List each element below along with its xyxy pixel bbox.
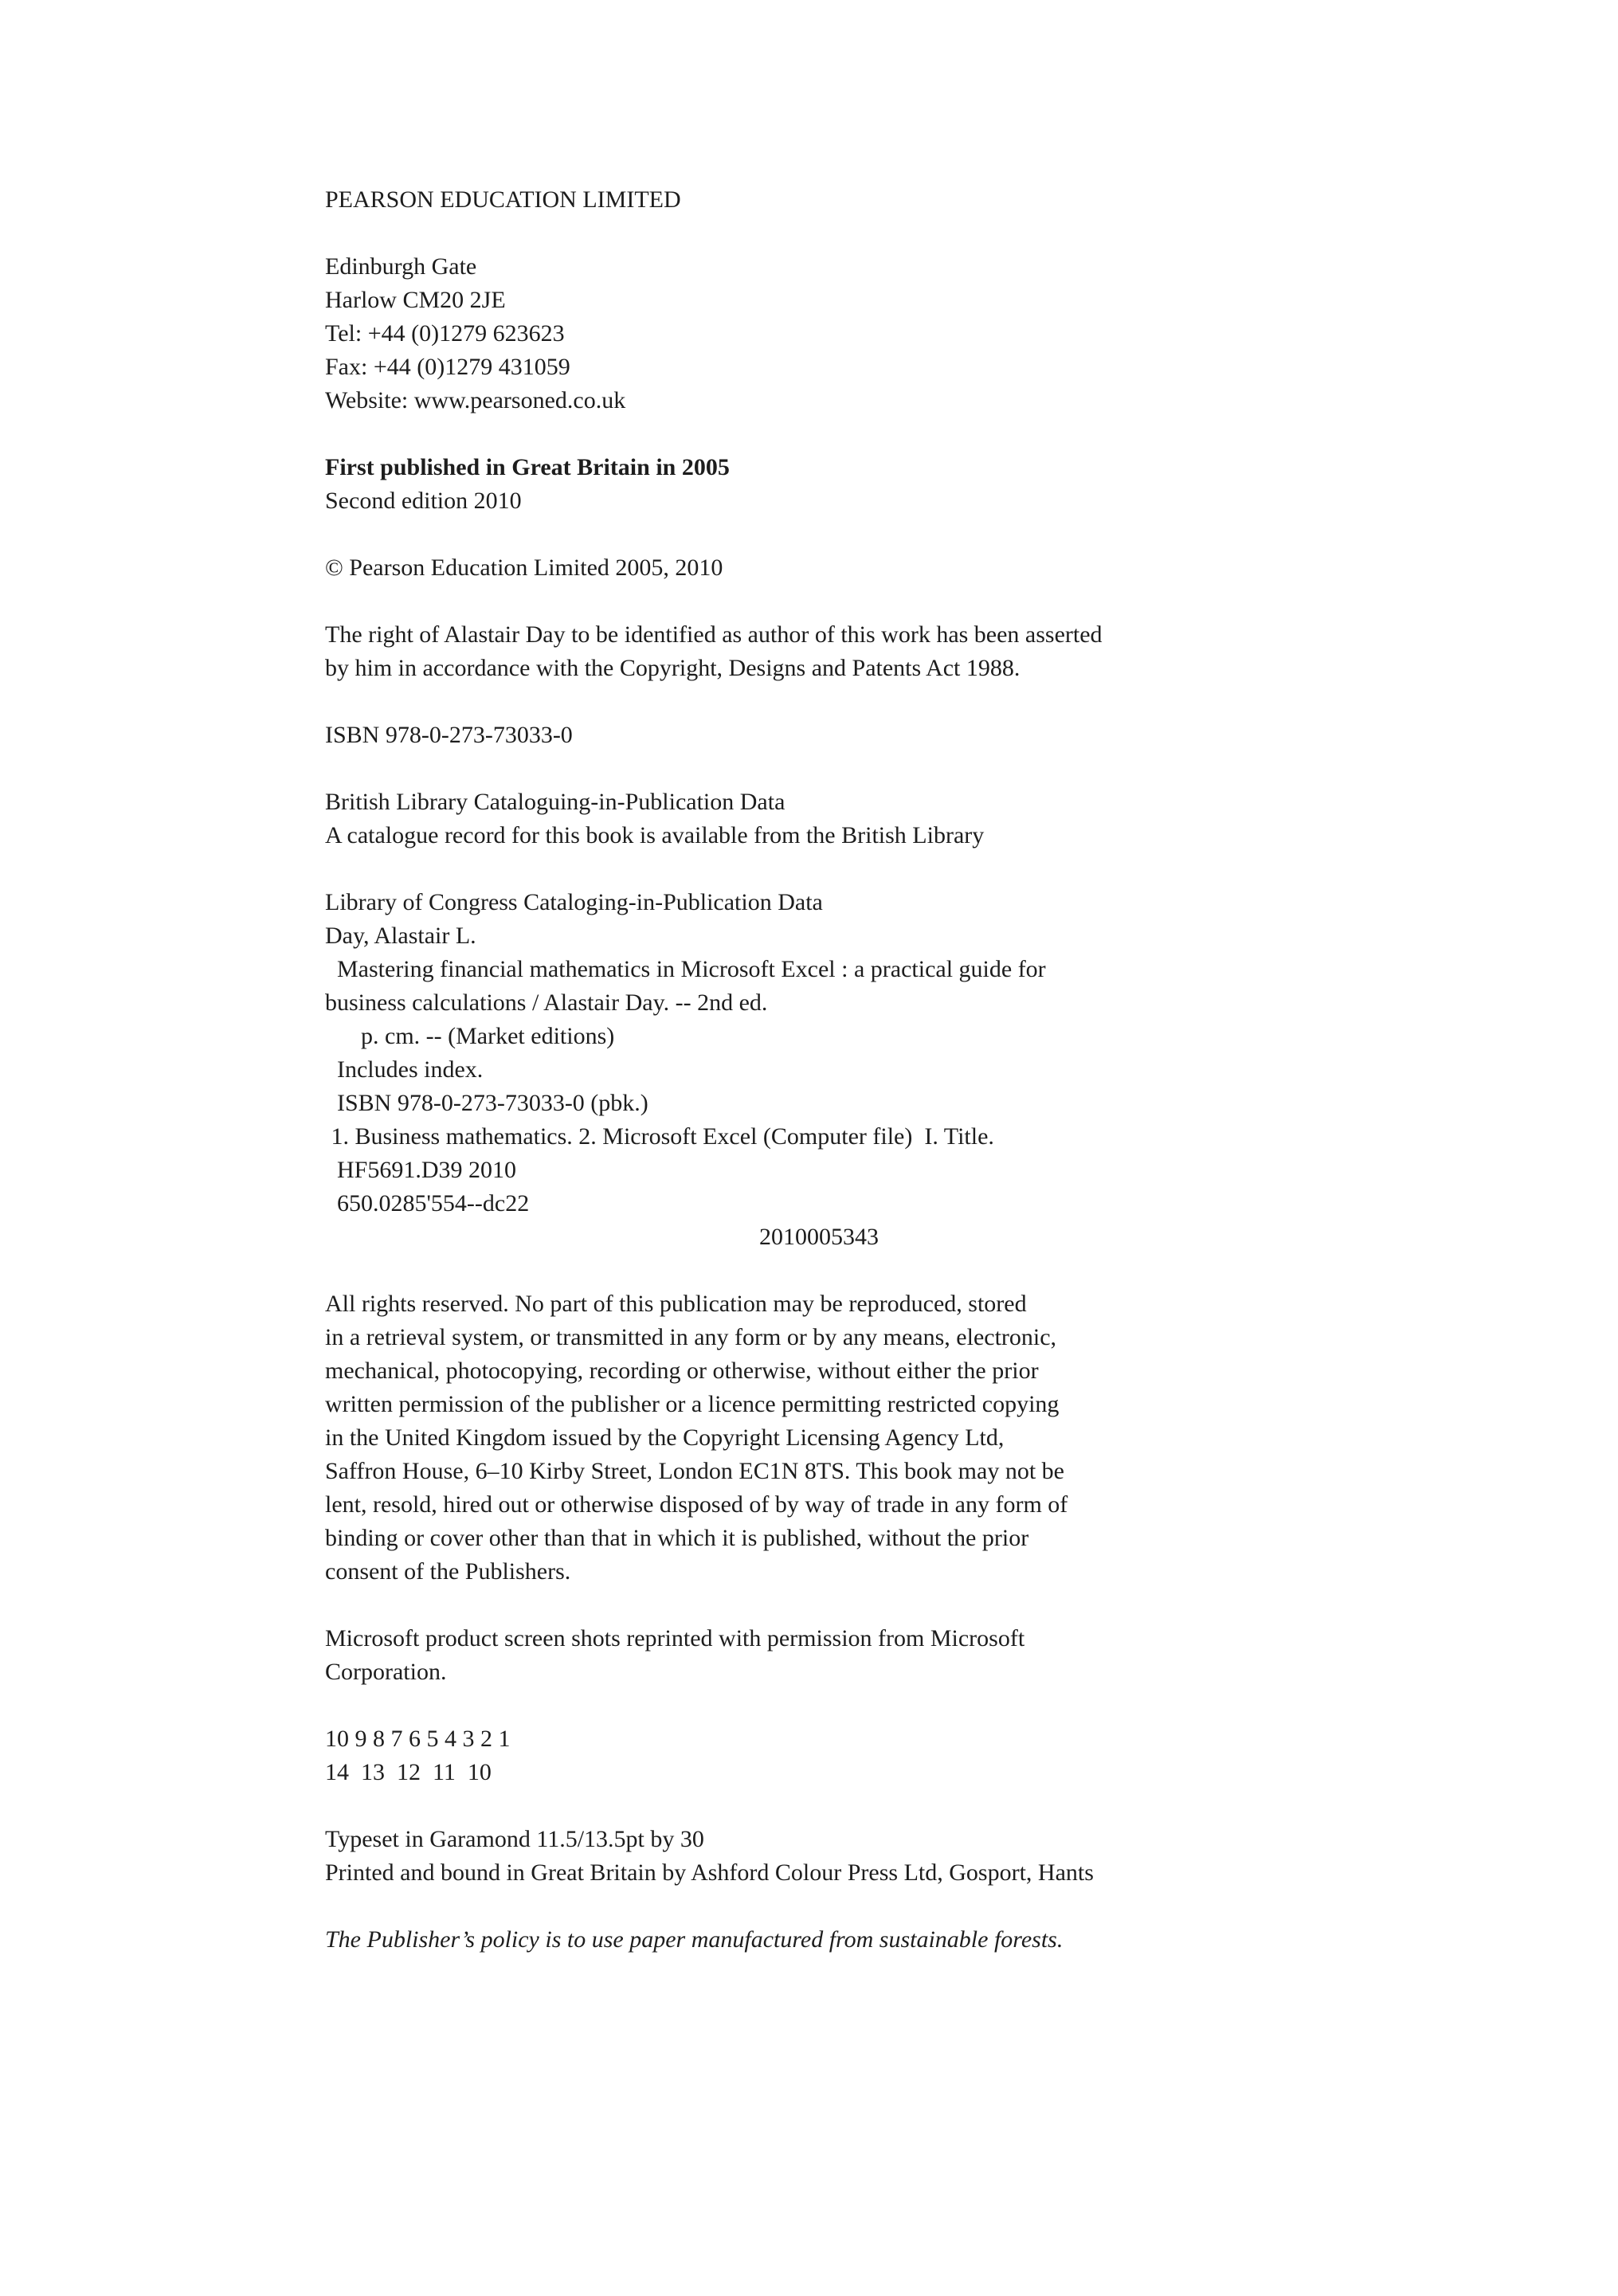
address-line-website: Website: www.pearsoned.co.uk xyxy=(325,387,626,413)
impression-years-line: 14 13 12 11 10 xyxy=(325,1759,492,1785)
microsoft-line: Corporation. xyxy=(325,1659,447,1685)
british-library-line: British Library Cataloguing-in-Publication Data xyxy=(325,789,785,815)
production-block xyxy=(325,1823,1520,1890)
loc-line: business calculations / Alastair Day. -- 2nd ed. xyxy=(325,989,768,1016)
loc-line: Includes index. xyxy=(325,1056,484,1083)
printed-line: Printed and bound in Great Britain by Ashford Colour Press Ltd, Gosport, Hants xyxy=(325,1859,1094,1886)
first-published-line: First published in Great Britain in 2005 xyxy=(325,454,730,480)
publisher-name: PEARSON EDUCATION LIMITED xyxy=(325,186,681,213)
loc-control-number: 2010005343 xyxy=(759,1224,879,1250)
policy-line: The Publisher’s policy is to use paper manufactured from sustainable forests. xyxy=(325,1926,1064,1953)
isbn-block xyxy=(325,719,1520,752)
copyright-line: © Pearson Education Limited 2005, 2010 xyxy=(325,554,723,581)
isbn-line: ISBN 978-0-273-73033-0 xyxy=(325,722,573,748)
address-line: Edinburgh Gate xyxy=(325,253,477,280)
rights-line: in the United Kingdom issued by the Copyright Licensing Agency Ltd, xyxy=(325,1424,1005,1451)
loc-line: 1. Business mathematics. 2. Microsoft Excel (Computer file) I. Title. xyxy=(325,1123,994,1150)
rights-line: consent of the Publishers. xyxy=(325,1558,571,1585)
address-block xyxy=(325,250,1520,417)
microsoft-permission-block xyxy=(325,1622,1520,1689)
rights-line: lent, resold, hired out or otherwise disposed of by way of trade in any form of xyxy=(325,1491,1068,1518)
british-library-block xyxy=(325,786,1520,852)
rights-line: binding or cover other than that in which it is published, without the prior xyxy=(325,1525,1029,1551)
loc-line: Mastering financial mathematics in Microsoft Excel : a practical guide for xyxy=(325,956,1046,982)
library-of-congress-block xyxy=(325,886,1520,1254)
rights-line: mechanical, photocopying, recording or otherwise, without either the prior xyxy=(325,1358,1039,1384)
british-library-line: A catalogue record for this book is available from the British Library xyxy=(325,822,985,848)
rights-line: All rights reserved. No part of this publication may be reproduced, stored xyxy=(325,1291,1027,1317)
loc-line: 650.0285'554--dc22 xyxy=(325,1190,530,1217)
author-assertion-block xyxy=(325,618,1520,685)
loc-line: p. cm. -- (Market editions) xyxy=(325,1023,615,1049)
microsoft-line: Microsoft product screen shots reprinted with permission from Microsoft xyxy=(325,1625,1025,1651)
publisher-policy-block xyxy=(325,1923,1520,1957)
second-edition-line: Second edition 2010 xyxy=(325,488,522,514)
address-line-tel: Tel: +44 (0)1279 623623 xyxy=(325,320,565,347)
rights-line: Saffron House, 6–10 Kirby Street, London EC1N 8TS. This book may not be xyxy=(325,1458,1064,1484)
copyright-page xyxy=(325,183,1520,1990)
loc-line: HF5691.D39 2010 xyxy=(325,1157,517,1183)
impression-numbers-line: 10 9 8 7 6 5 4 3 2 1 xyxy=(325,1726,511,1752)
assertion-line: The right of Alastair Day to be identified as author of this work has been asserted xyxy=(325,621,1103,648)
loc-line: Day, Alastair L. xyxy=(325,923,476,949)
edition-block xyxy=(325,451,1520,518)
impression-block xyxy=(325,1722,1520,1789)
copyright-block xyxy=(325,551,1520,585)
assertion-line: by him in accordance with the Copyright, Designs and Patents Act 1988. xyxy=(325,655,1021,681)
address-line-fax: Fax: +44 (0)1279 431059 xyxy=(325,354,570,380)
rights-line: written permission of the publisher or a licence permitting restricted copying xyxy=(325,1391,1060,1417)
publisher-block xyxy=(325,183,1520,217)
typeset-line: Typeset in Garamond 11.5/13.5pt by 30 xyxy=(325,1826,704,1852)
address-line: Harlow CM20 2JE xyxy=(325,287,506,313)
rights-reserved-block xyxy=(325,1287,1520,1589)
loc-line: Library of Congress Cataloging-in-Publication Data xyxy=(325,889,823,915)
rights-line: in a retrieval system, or transmitted in any form or by any means, electronic, xyxy=(325,1324,1057,1350)
loc-line: ISBN 978-0-273-73033-0 (pbk.) xyxy=(325,1090,648,1116)
